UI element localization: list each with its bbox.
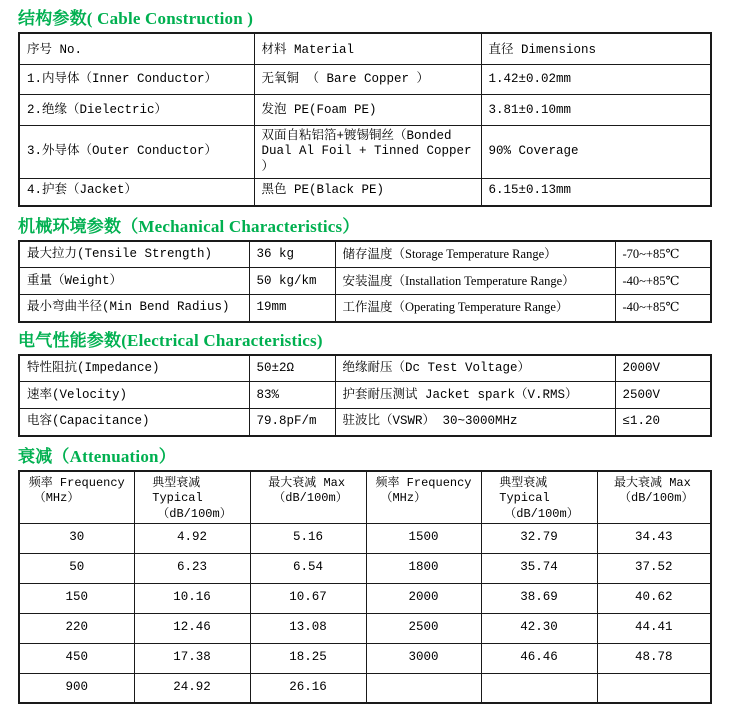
attenuation-cell: 18.25 [250,643,366,673]
electrical-value-right: 2000V [615,355,711,382]
attenuation-cell: 450 [19,643,134,673]
attenuation-row [19,553,711,583]
construction-row-outer-conductor [19,125,711,179]
header-line: Typical [152,491,203,506]
attenuation-cell: 4.92 [134,523,250,553]
mechanical-label-right: 工作温度（Operating Temperature Range） [335,295,615,322]
attenuation-cell: 10.16 [134,583,250,613]
electrical-row-impedance [19,355,711,382]
electrical-value: 79.8pF/m [249,409,335,436]
header-line: 典型衰减 [499,475,548,490]
attenuation-header-max [250,471,366,523]
attenuation-cell: 30 [19,523,134,553]
attenuation-header-row [19,471,711,523]
attenuation-cell: 34.43 [597,523,711,553]
mechanical-label: 重量（Weight） [19,268,249,295]
construction-cell-dimension: 90% Coverage [481,125,711,179]
header-line: 典型衰减 [152,475,201,490]
construction-table [18,32,712,207]
mechanical-label-right: 储存温度（Storage Temperature Range） [335,241,615,268]
construction-header-dimensions: 直径 Dimensions [481,33,711,64]
attenuation-cell: 40.62 [597,583,711,613]
mechanical-label: 最小弯曲半径(Min Bend Radius) [19,295,249,322]
attenuation-header-max [597,471,711,523]
mechanical-value-right: -40~+85℃ [615,295,711,322]
mechanical-table [18,240,712,323]
electrical-row-capacitance [19,409,711,436]
mechanical-row-weight [19,268,711,295]
electrical-label-right: 驻波比（VSWR） 30~3000MHz [335,409,615,436]
header-line: Typical [499,491,550,506]
electrical-value: 50±2Ω [249,355,335,382]
construction-row-dielectric [19,94,711,125]
electrical-row-velocity [19,382,711,409]
attenuation-cell: 6.54 [250,553,366,583]
attenuation-cell: 900 [19,673,134,703]
attenuation-cell: 37.52 [597,553,711,583]
header-line: 频率 Frequency [375,475,472,490]
construction-cell-material: 无氧铜 （ Bare Copper ） [254,64,481,94]
attenuation-cell: 32.79 [481,523,597,553]
attenuation-cell: 13.08 [250,613,366,643]
mechanical-value: 19mm [249,295,335,322]
mechanical-label: 最大拉力(Tensile Strength) [19,241,249,268]
construction-header-material: 材料 Material [254,33,481,64]
attenuation-cell: 1500 [366,523,481,553]
electrical-label: 特性阻抗(Impedance) [19,355,249,382]
attenuation-row [19,523,711,553]
attenuation-cell: 1800 [366,553,481,583]
attenuation-cell: 2500 [366,613,481,643]
attenuation-cell: 50 [19,553,134,583]
attenuation-header-typical [134,471,250,523]
mechanical-value: 36 kg [249,241,335,268]
attenuation-cell: 10.67 [250,583,366,613]
attenuation-cell: 46.46 [481,643,597,673]
electrical-label: 电容(Capacitance) [19,409,249,436]
electrical-label-right: 护套耐压测试 Jacket spark（V.RMS） [335,382,615,409]
header-line: （MHz） [380,491,427,506]
attenuation-header-typical [481,471,597,523]
electrical-value: 83% [249,382,335,409]
mechanical-value: 50 kg/km [249,268,335,295]
electrical-label: 速率(Velocity) [19,382,249,409]
header-line: 最大衰减 Max [614,475,691,490]
section-title-construction: 结构参数( Cable Construction ) [18,9,254,28]
construction-cell-material [254,125,481,179]
header-line: 频率 Frequency [28,475,125,490]
attenuation-header-frequency [19,471,134,523]
attenuation-cell: 150 [19,583,134,613]
mechanical-value-right: -70~+85℃ [615,241,711,268]
attenuation-cell: 220 [19,613,134,643]
construction-cell-dimension: 6.15±0.13mm [481,179,711,206]
construction-row-inner-conductor [19,64,711,94]
attenuation-cell [481,673,597,703]
construction-cell-material: 黑色 PE(Black PE) [254,179,481,206]
electrical-value-right: 2500V [615,382,711,409]
attenuation-cell: 2000 [366,583,481,613]
construction-row-jacket [19,179,711,206]
attenuation-header-frequency [366,471,481,523]
attenuation-cell: 42.30 [481,613,597,643]
construction-header-row [19,33,711,64]
construction-cell-no: 3.外导体（Outer Conductor） [19,125,254,179]
attenuation-cell: 38.69 [481,583,597,613]
header-line: （MHz） [33,491,80,506]
attenuation-cell: 6.23 [134,553,250,583]
header-line: （dB/100m） [504,507,579,522]
attenuation-row [19,613,711,643]
section-title-mechanical: 机械环境参数（Mechanical Characteristics） [18,216,360,236]
attenuation-cell [597,673,711,703]
attenuation-cell: 3000 [366,643,481,673]
construction-cell-dimension: 3.81±0.10mm [481,94,711,125]
attenuation-cell: 5.16 [250,523,366,553]
mechanical-row-tensile [19,241,711,268]
construction-cell-dimension: 1.42±0.02mm [481,64,711,94]
header-line: （dB/100m） [273,491,348,506]
material-line: 双面自粘铝箔+镀锡铜丝（Bonded [261,128,452,143]
electrical-value-right: ≤1.20 [615,409,711,436]
construction-header-no: 序号 No. [19,33,254,64]
attenuation-cell: 17.38 [134,643,250,673]
material-line: Dual Al Foil + Tinned Copper ） [261,144,472,174]
mechanical-row-bend-radius [19,295,711,322]
attenuation-row [19,673,711,703]
attenuation-row [19,583,711,613]
attenuation-row [19,643,711,673]
attenuation-cell: 44.41 [597,613,711,643]
attenuation-cell: 26.16 [250,673,366,703]
construction-cell-material: 发泡 PE(Foam PE) [254,94,481,125]
header-line: （dB/100m） [619,491,694,506]
section-title-attenuation: 衰减（Attenuation） [18,446,176,466]
attenuation-cell: 35.74 [481,553,597,583]
construction-cell-no: 1.内导体（Inner Conductor） [19,64,254,94]
mechanical-value-right: -40~+85℃ [615,268,711,295]
header-line: 最大衰减 Max [268,475,346,490]
mechanical-label-right: 安装温度（Installation Temperature Range） [335,268,615,295]
electrical-label-right: 绝缘耐压（Dc Test Voltage） [335,355,615,382]
attenuation-cell: 12.46 [134,613,250,643]
electrical-table [18,354,712,437]
attenuation-cell [366,673,481,703]
construction-cell-no: 2.绝缘（Dielectric） [19,94,254,125]
header-line: （dB/100m） [157,507,232,522]
section-title-electrical: 电气性能参数(Electrical Characteristics) [18,330,323,350]
construction-cell-no: 4.护套（Jacket） [19,179,254,206]
attenuation-cell: 24.92 [134,673,250,703]
attenuation-table [18,470,712,704]
attenuation-cell: 48.78 [597,643,711,673]
